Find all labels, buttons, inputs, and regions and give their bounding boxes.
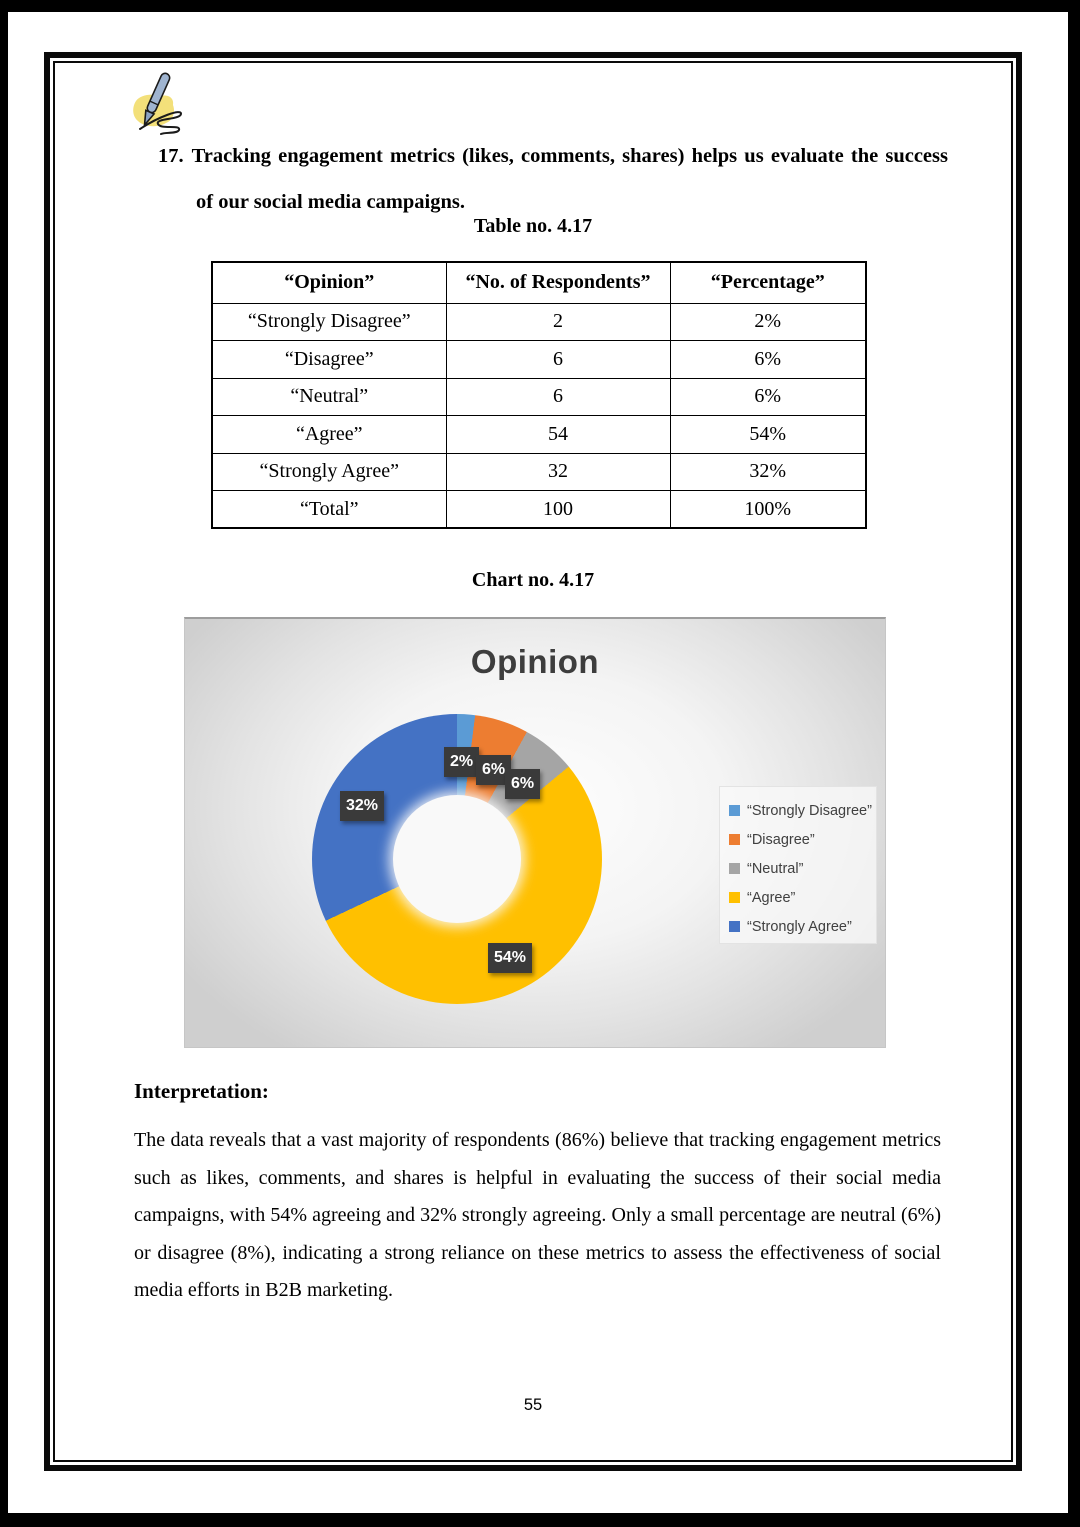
legend-item-strongly-agree bbox=[729, 912, 876, 941]
opinion-donut-chart bbox=[184, 617, 886, 1048]
page-content bbox=[55, 63, 1011, 1460]
legend-item-disagree bbox=[729, 825, 876, 854]
chart-legend bbox=[719, 786, 877, 944]
cell-respondents: 2 bbox=[446, 303, 670, 341]
legend-item-strongly-disagree bbox=[729, 796, 876, 825]
table-row bbox=[212, 453, 866, 491]
cell-opinion: “Strongly Agree” bbox=[212, 453, 446, 491]
table-row-total bbox=[212, 491, 866, 529]
chart-title: Opinion bbox=[470, 643, 600, 680]
cell-opinion: “Disagree” bbox=[212, 341, 446, 379]
data-label-strongly-agree: 32% bbox=[340, 791, 384, 821]
cell-respondents: 6 bbox=[446, 341, 670, 379]
table-row bbox=[212, 378, 866, 416]
cell-percentage: 100% bbox=[670, 491, 866, 529]
cell-respondents: 54 bbox=[446, 416, 670, 454]
question-number: 17. bbox=[158, 145, 184, 167]
cell-opinion: “Agree” bbox=[212, 416, 446, 454]
legend-swatch bbox=[729, 863, 740, 874]
legend-item-agree bbox=[729, 883, 876, 912]
legend-label: “Disagree” bbox=[747, 831, 815, 848]
cell-respondents: 32 bbox=[446, 453, 670, 491]
cell-percentage: 6% bbox=[670, 341, 866, 379]
legend-label: “Strongly Disagree” bbox=[747, 802, 872, 819]
page-frame bbox=[44, 52, 1022, 1471]
cell-respondents: 6 bbox=[446, 378, 670, 416]
legend-swatch bbox=[729, 834, 740, 845]
donut-hole bbox=[393, 795, 521, 923]
table-header-row bbox=[212, 262, 866, 303]
chart-caption: Chart no. 4.17 bbox=[471, 569, 595, 591]
interpretation-paragraph: The data reveals that a vast majority of respondents (86%) believe that tracking engagement metrics such as likes, comments, and shares is helpful in evaluating the success of their social media campaigns, with 54% agreeing and 32% strongly agreeing. Only a small percentage are neutral (6%) or disagree (8%), indicating a strong reliance on these metrics to assess the effectiveness of social media efforts in B2B marketing. bbox=[134, 1129, 941, 1302]
data-label-agree: 54% bbox=[488, 943, 532, 973]
table-caption: Table no. 4.17 bbox=[473, 215, 593, 237]
table-header-percentage: “Percentage” bbox=[670, 262, 866, 303]
question-heading bbox=[158, 133, 948, 225]
data-label-disagree: 6% bbox=[476, 755, 511, 785]
cell-opinion: “Total” bbox=[212, 491, 446, 529]
legend-swatch bbox=[729, 921, 740, 932]
legend-swatch bbox=[729, 805, 740, 816]
cell-opinion: “Neutral” bbox=[212, 378, 446, 416]
data-label-strongly-disagree: 2% bbox=[444, 747, 479, 777]
table-header-respondents: “No. of Respondents” bbox=[446, 262, 670, 303]
page-frame-inner bbox=[53, 61, 1013, 1462]
table-row bbox=[212, 303, 866, 341]
legend-label: “Neutral” bbox=[747, 860, 804, 877]
legend-label: “Strongly Agree” bbox=[747, 918, 852, 935]
table-header-opinion: “Opinion” bbox=[212, 262, 446, 303]
legend-swatch bbox=[729, 892, 740, 903]
legend-item-neutral bbox=[729, 854, 876, 883]
cell-percentage: 32% bbox=[670, 453, 866, 491]
interpretation-heading: Interpretation: bbox=[134, 1079, 269, 1103]
table-row bbox=[212, 341, 866, 379]
opinion-table bbox=[211, 261, 867, 529]
table-row bbox=[212, 416, 866, 454]
legend-label: “Agree” bbox=[747, 889, 796, 906]
cell-percentage: 54% bbox=[670, 416, 866, 454]
cell-percentage: 2% bbox=[670, 303, 866, 341]
cell-opinion: “Strongly Disagree” bbox=[212, 303, 446, 341]
data-label-neutral: 6% bbox=[505, 769, 540, 799]
page-number: 55 bbox=[523, 1396, 543, 1414]
question-text: Tracking engagement metrics (likes, comments, shares) helps us evaluate the success of our social media campaigns. bbox=[191, 145, 948, 213]
cell-percentage: 6% bbox=[670, 378, 866, 416]
cell-respondents: 100 bbox=[446, 491, 670, 529]
